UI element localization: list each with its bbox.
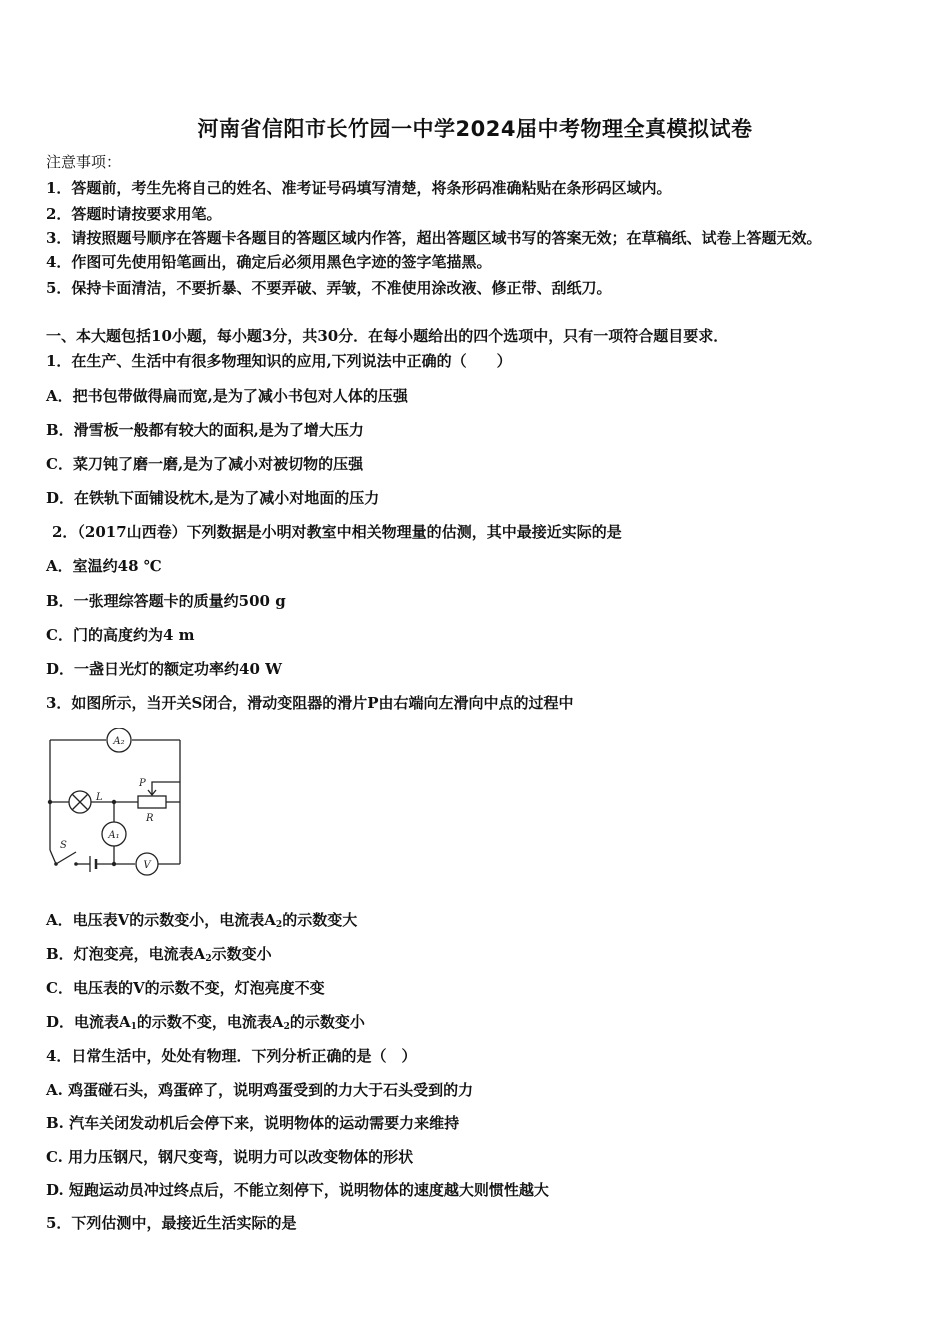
q1-option-c: C．菜刀钝了磨一磨,是为了减小对被切物的压强	[46, 455, 364, 473]
q4-option-b: B. 汽车关闭发动机后会停下来，说明物体的运动需要力来维持	[46, 1114, 460, 1132]
q3-option-d: D．电流表$A_1$的示数不变，电流表$A_2$的示数变小	[46, 1013, 365, 1032]
q4-stem: 4．日常生活中，处处有物理．下列分析正确的是（ ）	[46, 1047, 417, 1065]
notice-heading: 注意事项：	[46, 153, 122, 171]
ammeter-a1-label: A₁	[108, 830, 120, 841]
q3-option-b: B．灯泡变亮，电流表$A_2$示数变小	[46, 945, 272, 964]
q3-option-a: A．电压表V的示数变小，电流表$A_2$的示数变大	[46, 911, 358, 930]
notice-item-3: 3．请按照题号顺序在答题卡各题目的答题区域内作答，超出答题区域书写的答案无效；在草稿纸、试卷上答题无效。	[46, 229, 822, 247]
q2-option-b: B．一张理综答题卡的质量约500 g	[46, 592, 286, 610]
q2-option-a: A．室温约48 ℃	[46, 557, 162, 575]
notice-item-2: 2．答题时请按要求用笔。	[46, 205, 222, 223]
switch-label: S	[60, 840, 67, 851]
ammeter-a2-label: A₂	[113, 736, 125, 747]
q3-option-c: C．电压表的V的示数不变，灯泡亮度不变	[46, 979, 325, 997]
notice-item-1: 1．答题前，考生先将自己的姓名、准考证号码填写清楚，将条形码准确粘贴在条形码区域内。	[46, 179, 672, 197]
circuit-diagram	[44, 728, 186, 876]
q5-stem: 5．下列估测中，最接近生活实际的是	[46, 1214, 297, 1232]
q2-stem: 2．（2017山西卷）下列数据是小明对教室中相关物理量的估测，其中最接近实际的是	[52, 523, 622, 541]
section-heading: 一、本大题包括10小题，每小题3分，共30分．在每小题给出的四个选项中，只有一项符合题目要求．	[46, 327, 729, 345]
q1-option-a: A．把书包带做得扁而宽,是为了减小书包对人体的压强	[46, 387, 408, 405]
rheostat-label: R	[146, 813, 154, 824]
q1-option-b: B．滑雪板一般都有较大的面积,是为了增大压力	[46, 421, 364, 439]
q3-stem: 3．如图所示，当开关S闭合，滑动变阻器的滑片P由右端向左滑向中点的过程中	[46, 694, 574, 712]
voltmeter-label: V	[143, 860, 151, 871]
slider-label: P	[139, 778, 146, 789]
q2-option-d: D．一盏日光灯的额定功率约40 W	[46, 660, 282, 678]
q4-option-c: C. 用力压钢尺，钢尺变弯，说明力可以改变物体的形状	[46, 1148, 414, 1166]
q1-stem: 1．在生产、生活中有很多物理知识的应用,下列说法中正确的（ ）	[46, 352, 512, 370]
q4-option-d: D. 短跑运动员冲过终点后，不能立刻停下，说明物体的速度越大则惯性越大	[46, 1181, 549, 1199]
q2-option-c: C．门的高度约为4 m	[46, 626, 195, 644]
notice-item-5: 5．保持卡面清洁，不要折暴、不要弄破、弄皱，不准使用涂改液、修正带、刮纸刀。	[46, 279, 612, 297]
notice-item-4: 4．作图可先使用铅笔画出，确定后必须用黑色字迹的签字笔描黑。	[46, 253, 492, 271]
q1-option-d: D．在铁轨下面铺设枕木,是为了减小对地面的压力	[46, 489, 380, 507]
page-title: 河南省信阳市长竹园一中学2024届中考物理全真模拟试卷	[197, 117, 753, 141]
lamp-label: L	[96, 792, 103, 803]
q4-option-a: A. 鸡蛋碰石头，鸡蛋碎了，说明鸡蛋受到的力大于石头受到的力	[46, 1081, 474, 1099]
